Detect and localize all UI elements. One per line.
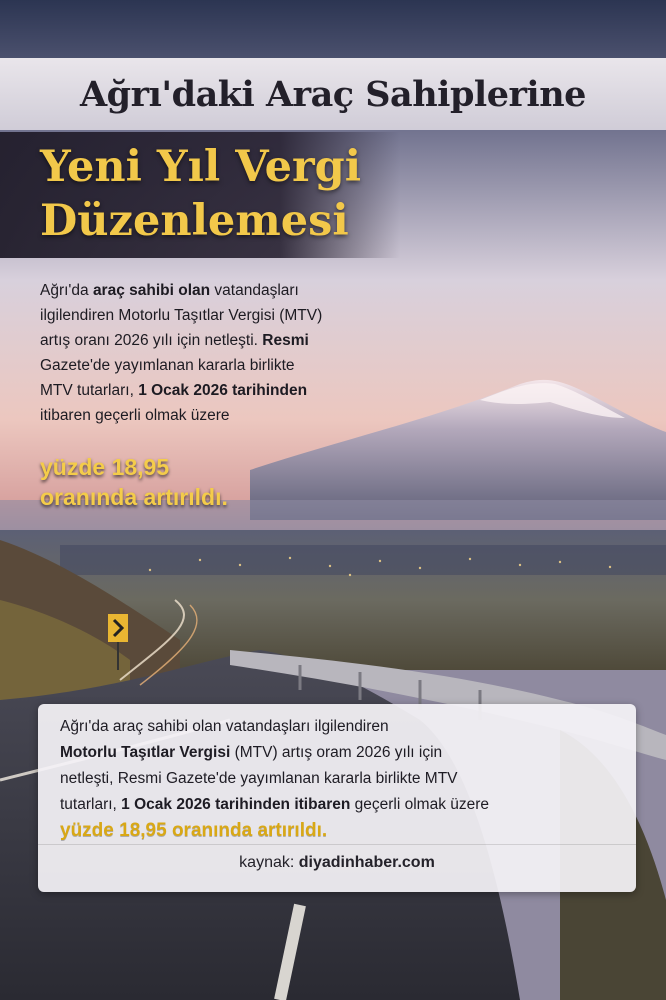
intro-text: Gazete'de yayımlanan kararla birlikte [40,357,295,374]
intro-bold: 1 Ocak 2026 tarihinden [138,382,308,399]
info-box [38,704,636,892]
headline-top-band [0,58,666,130]
intro-text: vatandaşları [210,282,299,299]
info-text: geçerli olmak üzere [350,796,490,813]
source-credit [38,854,636,872]
rate-highlight [40,452,228,512]
info-text: (MTV) artış oram 2026 yılı için [230,744,443,761]
intro-paragraph [40,278,460,428]
intro-bold: araç sahibi olan [92,282,211,299]
source-label: kaynak: [239,854,299,871]
rate-highlight-line1: yüzde 18,95 [40,454,170,480]
intro-text: MTV tutarları, [40,382,139,399]
headline-main-line2: Düzenlemesi [40,196,349,246]
source-site: diyadinhaber.com [298,854,435,871]
headline-top-text: Ağrı'daki Araç Sahiplerine [80,73,586,115]
info-highlight: yüzde 18,95 oranında artırıldı. [60,820,328,841]
info-text: netleşti, Resmi Gazete'de yayımlanan kararla birlikte MTV [60,770,458,787]
intro-text: itibaren geçerli olmak üzere [40,407,230,424]
info-bold: Motorlu Taşıtlar Vergisi [60,744,231,761]
intro-bold: Resmi [262,332,309,349]
rate-highlight-line2: oranında artırıldı. [40,484,228,510]
info-divider [38,844,636,845]
intro-text: Ağrı'da [40,282,93,299]
info-text: Ağrı'da araç sahibi olan vatandaşları ilgilendiren [60,718,389,735]
intro-text: artış oranı 2026 yılı için netleşti. [40,332,263,349]
headline-main-band [0,132,400,258]
info-text: tutarları, [60,796,122,813]
intro-text: ilgilendiren Motorlu Taşıtlar Vergisi (MTV) [40,307,323,324]
info-bold: 1 Ocak 2026 tarihinden itibaren [121,796,351,813]
headline-main-line1: Yeni Yıl Vergi [40,142,362,192]
